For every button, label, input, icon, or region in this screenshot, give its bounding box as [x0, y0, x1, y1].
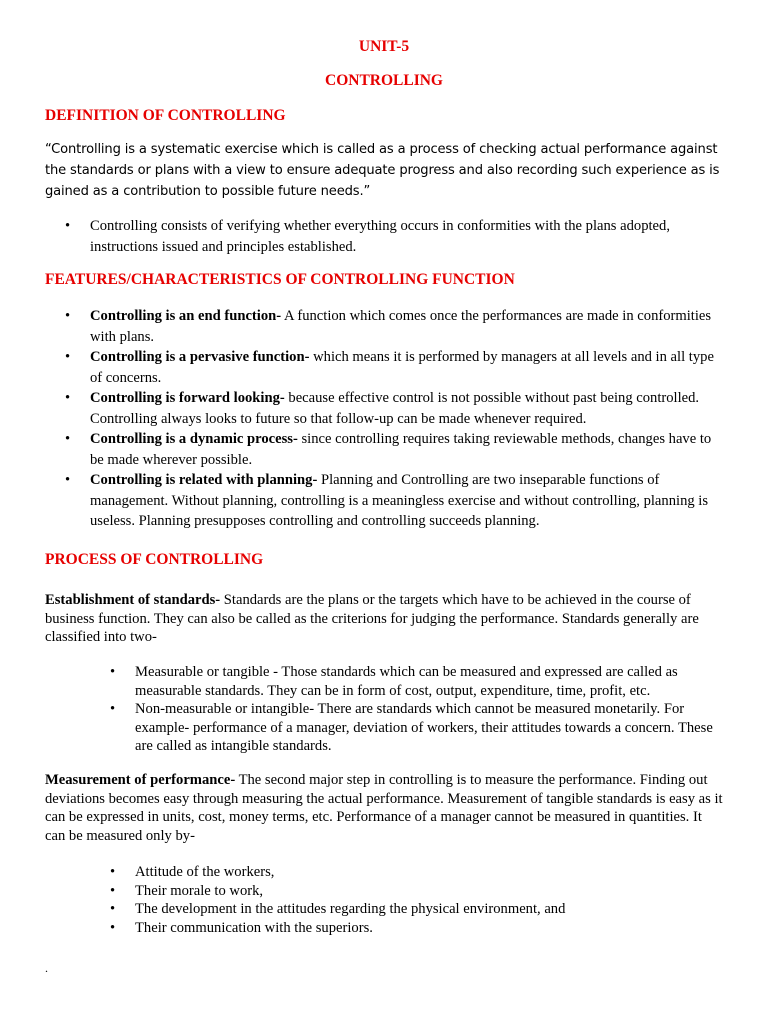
list-item [45, 388, 725, 429]
measurement-item-text: Their communication with the superiors. [135, 919, 373, 936]
bullet-icon: • [110, 664, 116, 680]
feature-term: Controlling is an end function- [90, 308, 282, 324]
list-item [45, 306, 725, 347]
list-item [45, 863, 725, 882]
feature-term: Controlling is a dynamic process- [90, 431, 298, 447]
page-title: CONTROLLING [325, 72, 443, 89]
bullet-icon: • [65, 390, 71, 406]
bullet-icon: • [65, 308, 71, 324]
bullet-icon: • [110, 864, 116, 880]
list-item [45, 919, 725, 938]
features-heading: FEATURES/CHARACTERISTICS OF CONTROLLING FUNCTION [45, 271, 515, 288]
feature-text: since controlling requires taking reviewable methods, changes have to be made wherever possible. [90, 431, 712, 468]
measurement-item-text: Their morale to work, [135, 882, 264, 899]
definition-bullet-list [45, 216, 725, 257]
list-item [45, 347, 725, 388]
bullet-icon: • [110, 882, 116, 899]
feature-text: Planning and Controlling are two inseparable functions of management. Without planning, controlling is a meaningless exercise and without controlling, planning is useless. Planning presupposes controlling and controlling succeeds planning. [90, 472, 709, 529]
measurement-list [45, 863, 725, 937]
bullet-icon: • [110, 701, 116, 717]
standard-type-text: Non-measurable or intangible- There are standards which cannot be measured monetarily. For example- performance of a manager, deviation of workers, their attitudes towards a concern. These are called as intangible standards. [135, 701, 713, 754]
bullet-icon: • [110, 901, 116, 917]
list-item [45, 900, 725, 919]
measurement-paragraph [45, 771, 725, 845]
definition-bullet-text: Controlling consists of verifying whether everything occurs in conformities with the plans adopted, instructions issued and principles established. [90, 218, 670, 255]
measurement-item-text: The development in the attitudes regarding the physical environment, and [135, 901, 566, 917]
bullet-icon: • [65, 431, 71, 447]
standards-paragraph [45, 591, 725, 647]
definition-heading: DEFINITION OF CONTROLLING [45, 107, 286, 124]
process-heading: PROCESS OF CONTROLLING [45, 551, 264, 568]
feature-term: Controlling is forward looking- [90, 390, 285, 406]
feature-text: because effective control is not possible without past being controlled. Controlling always looks to future so that follow-up can be made whenever required. [90, 390, 700, 427]
standards-list [45, 663, 725, 756]
feature-term: Controlling is a pervasive function- [90, 349, 310, 365]
bullet-icon: • [65, 349, 71, 365]
list-item [45, 663, 725, 700]
list-item [45, 700, 725, 756]
bullet-icon: • [65, 472, 71, 488]
unit-title: UNIT-5 [358, 38, 410, 55]
standard-type-text: Measurable or tangible - Those standards which can be measured and expressed are called as measurable standards. They can be in form of cost, output, expenditure, time, profit, etc. [135, 664, 678, 699]
measurement-text: The second major step in controlling is to measure the performance. Finding out deviations becomes easy through measuring the actual performance. Measurement of tangible standards is easy as it can be expressed in units, cost, money terms, etc. Performance of a manager cannot be measured in quantities. It can be measured only by- [45, 772, 723, 844]
feature-term: Controlling is related with planning- [90, 472, 318, 488]
feature-text: which means it is performed by managers at all levels and in all type of concerns. [90, 349, 714, 386]
measurement-item-text: Attitude of the workers, [135, 864, 275, 880]
bullet-icon: • [110, 919, 116, 936]
feature-text: A function which comes once the performances are made in conformities with plans. [90, 308, 712, 345]
list-item [45, 470, 725, 532]
standards-text: Standards are the plans or the targets which have to be achieved in the course of business function. They can also be called as the criterions for judging the performance. Standards generally are classified into two- [45, 592, 699, 645]
measurement-term: Measurement of performance- [45, 772, 236, 788]
list-item [45, 216, 725, 257]
standards-term: Establishment of standards- [45, 592, 221, 608]
definition-quote: “Controlling is a systematic exercise which is called as a process of checking actual performance against the standards or plans with a view to ensure adequate progress and also recording such experience as is gained as a contribution to possible future needs.” [45, 142, 720, 199]
list-item [45, 429, 725, 470]
bullet-icon: • [65, 218, 71, 234]
features-list [45, 306, 725, 532]
trailing-mark: . [45, 961, 48, 975]
list-item [45, 882, 725, 901]
